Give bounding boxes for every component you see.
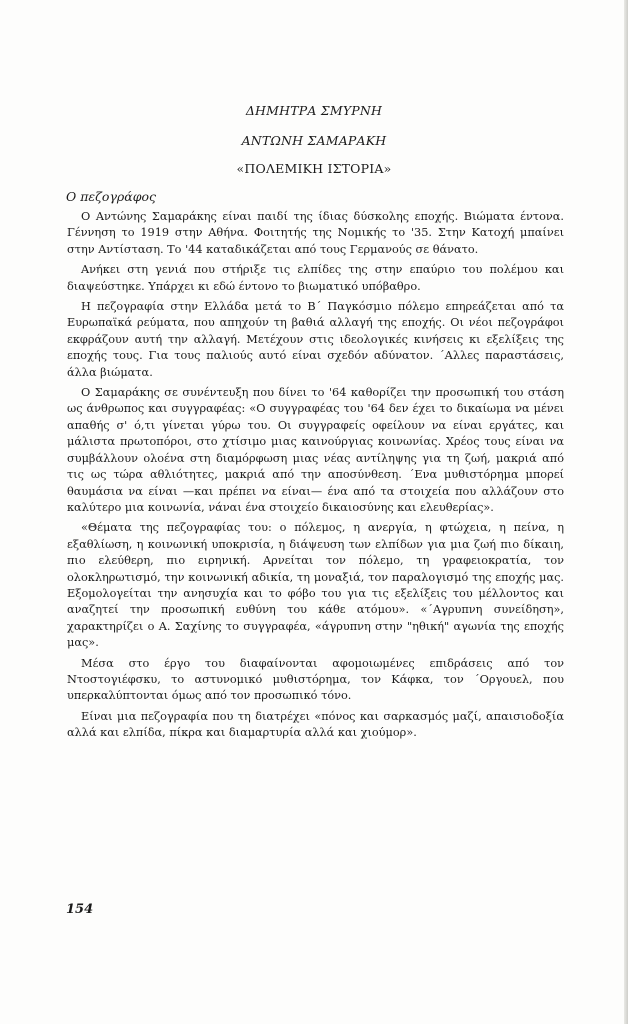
paragraph: Ο Σαμαράκης σε συνέντευξη που δίνει το '64 καθορίζει την προσωπική του στάση ως άνθρωπος και συγγραφέας: «Ο συγγραφέας του '64 δεν έχει το δικαίωμα να μένει απαθής σ' ό,τι γίνεται γύρω του. Οι συγγραφείς οφείλουν να είναι εργάτες, και μάλιστα πρωτοπόροι, στο χτίσιμο μιας καινούργιας κοινωνίας. Χρέος τους είναι να συμβάλλουν ολοένα στη διαμόρφωση μιας νέας αντίληψης για τη ζωή, μακριά από τις ως τώρα αθλιότητες, μακριά από την αποσύνθεση. ΄Ενα μυθιστόρημα μπορεί θαυμάσια να είναι —και πρέπει να είναι— ένα από τα στοιχεία που αλλάζουν στο καλύτερο μια κοινωνία, νάναι ένα στοιχείο δικαιοσύνης και ελευθερίας».: [67, 386, 564, 514]
scan-edge-shadow: [624, 0, 628, 1024]
paragraph: Ανήκει στη γενιά που στήριξε τις ελπίδες της στην επαύριο του πολέμου και διαψεύστηκε. Υπάρχει κι εδώ έντονο το βιωματικό υπόβαθρο.: [67, 263, 564, 293]
author-heading: ΔΗΜΗΤΡΑ ΣΜΥΡΝΗ: [245, 103, 383, 118]
paragraph: Είναι μια πεζογραφία που τη διατρέχει «πόνος και σαρκασμός μαζί, απαισιοδοξία αλλά και ελπίδα, πίκρα και διαμαρτυρία αλλά και χιούμορ».: [67, 709, 564, 740]
paragraph: «Θέματα της πεζογραφίας του: ο πόλεμος, η ανεργία, η φτώχεια, η πείνα, η εξαθλίωση, η κοινωνική υποκρισία, η διάψευση των ελπίδων για μια ζωή πιο δίκαιη, πιο ελεύθερη, πιο ειρηνική. Αρνείται τον πόλεμο, τη γραφειοκρατία, τον ολοκληρωτισμό, την κοινωνική αδικία, τη μοναξιά, τον παραλογισμό της εποχής μας. Εξομολογείται την ανησυχία και το φόβο του για τις εξελίξεις του μέλλοντος και αναζητεί την προσωπική ευθύνη του κάθε ατόμου». «΄Αγρυπνη συνείδηση», χαρακτηρίζει ο Α. Σαχίνης το συγγραφέα, «άγρυπνη στην "ηθική" αγωνία της εποχής μας».: [67, 521, 564, 650]
paragraph: Ο Αντώνης Σαμαράκης είναι παιδί της ίδιας δύσκολης εποχής. Βιώματα έντονα. Γέννηση το 1919 στην Αθήνα. Φοιτητής της Νομικής το '35. Στην Κατοχή μπαίνει στην Αντίσταση. Το '44 καταδικάζεται από τους Γερμανούς σε θάνατο.: [67, 210, 564, 256]
section-label: Ο πεζογράφος: [66, 189, 156, 204]
body-text: [67, 209, 564, 746]
subject-heading: ΑΝΤΩΝΗ ΣΑΜΑΡΑΚΗ: [241, 133, 387, 148]
paragraph: Η πεζογραφία στην Ελλάδα μετά το Β΄ Παγκόσμιο πόλεμο επηρεάζεται από τα Ευρωπαϊκά ρεύματα, που απηχούν τη βαθιά αλλαγή της εποχής. Οι νέοι πεζογράφοι εκφράζουν αυτή την αλλαγή. Μετέχουν στις ιδεολογικές κινήσεις κι εξελίξεις της εποχής τους. Για τους παλιούς αυτό είναι σχεδόν αδύνατον. ΄Αλλες παραστάσεις, άλλα βιώματα.: [67, 300, 564, 379]
page-number: 154: [66, 902, 94, 917]
paragraph: Μέσα στο έργο του διαφαίνονται αφομοιωμένες επιδράσεις από τον Ντοστογιέφσκυ, το αστυνομικό μυθιστόρημα, τον Κάφκα, τον ΄Οργουελ, που υπερκαλύπτονται όμως από τον προσωπικό τόνο.: [67, 656, 564, 703]
work-title-heading: «ΠΟΛΕΜΙΚΗ ΙΣΤΟΡΙΑ»: [236, 161, 392, 176]
